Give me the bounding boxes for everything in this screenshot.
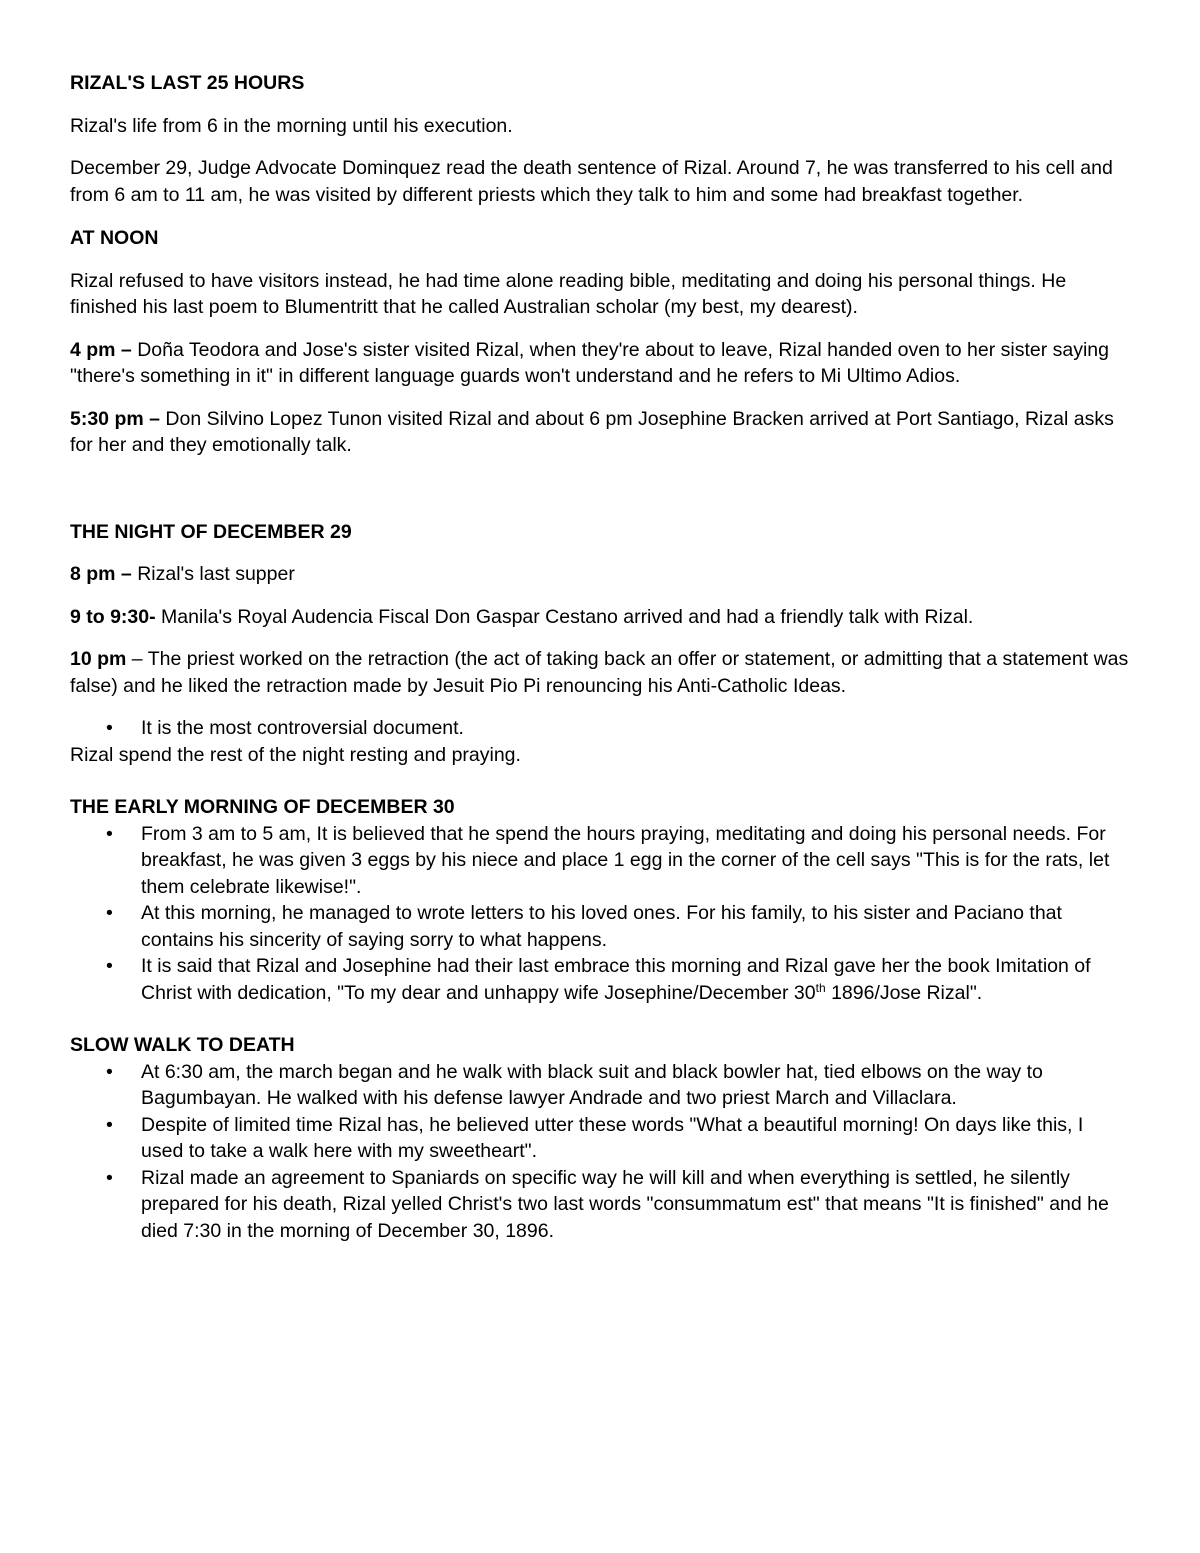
entry-8pm <box>70 561 1130 588</box>
list-item-text: From 3 am to 5 am, It is believed that he spend the hours praying, meditating and doing his personal needs. For breakfast, he was given 3 eggs by his niece and place 1 egg in the corner of the cell says "This is for the rats, let them celebrate likewise!". <box>141 822 1110 898</box>
document-title: RIZAL'S LAST 25 HOURS <box>70 72 305 94</box>
list-item <box>70 715 1130 742</box>
bullet-marker: • <box>106 1113 113 1136</box>
list-item-text: It is said that Rizal and Josephine had their last embrace this morning and Rizal gave her the book Imitation of Christ with dedication, "To my dear and unhappy wife Josephine/December 30 <box>141 955 1091 1004</box>
entry-10pm <box>70 646 1130 699</box>
entry-530pm <box>70 406 1130 459</box>
list-item <box>70 1112 1130 1165</box>
entry-time: 10 pm <box>70 648 127 670</box>
bullet-marker: • <box>106 955 113 977</box>
entry-text: – The priest worked on the retraction (the act of taking back an offer or statement, or admitting that a statement was false) and he liked the retraction made by Jesuit Pio Pi renouncing his Anti-Catholic Ideas. <box>70 648 1129 697</box>
bullet-marker: • <box>106 902 113 924</box>
superscript-th: th <box>815 980 826 995</box>
at-noon-paragraph: Rizal refused to have visitors instead, he had time alone reading bible, meditating and doing his personal things. He finished his last poem to Blumentritt that he called Australian scholar (my best, my dearest). <box>70 269 1067 318</box>
entry-time: 5:30 pm – <box>70 407 160 430</box>
list-item-text: At 6:30 am, the march began and he walk with black suit and black bowler hat, tied elbows on the way to Bagumbayan. He walked with his defense lawyer Andrade and two priest March and Villaclara. <box>141 1060 1043 1109</box>
list-item <box>70 900 1130 953</box>
slow-walk-heading: SLOW WALK TO DEATH <box>70 1034 295 1056</box>
list-item-text: Rizal made an agreement to Spaniards on specific way he will kill and when everything is settled, he silently prepared for his death, Rizal yelled Christ's two last words "consummatum est" that means "It is finished" and he died 7:30 in the morning of December 30, 1896. <box>141 1166 1109 1242</box>
list-item-text: Despite of limited time Rizal has, he believed utter these words "What a beautiful morning! On days like this, I used to take a walk here with my sweetheart". <box>141 1113 1084 1162</box>
slow-walk-list <box>70 1059 1130 1245</box>
at-noon-heading: AT NOON <box>70 227 159 249</box>
bullet-marker: • <box>106 822 113 845</box>
intro-paragraph: Rizal's life from 6 in the morning until his execution. <box>70 114 513 137</box>
entry-9pm <box>70 604 1130 631</box>
list-item <box>70 953 1130 1006</box>
entry-text: Don Silvino Lopez Tunon visited Rizal and about 6 pm Josephine Bracken arrived at Port Santiago, Rizal asks for her and they emotionally talk. <box>70 407 1114 456</box>
early-morning-list <box>70 821 1130 1007</box>
bullet-marker: • <box>106 717 113 739</box>
entry-text: Manila's Royal Audencia Fiscal Don Gaspar Cestano arrived and had a friendly talk with Rizal. <box>155 605 974 628</box>
list-item-text: At this morning, he managed to wrote letters to his loved ones. For his family, to his sister and Paciano that contains his sincerity of saying sorry to what happens. <box>141 902 1062 951</box>
bullet-marker: • <box>106 1166 113 1189</box>
entry-text: Rizal's last supper <box>131 563 295 585</box>
bullet-marker: • <box>106 1060 113 1083</box>
early-morning-heading: THE EARLY MORNING OF DECEMBER 30 <box>70 796 455 818</box>
night-bullet-list <box>70 715 1130 742</box>
document-page <box>70 70 1130 1244</box>
night-heading: THE NIGHT OF DECEMBER 29 <box>70 520 352 543</box>
list-item-text: It is the most controversial document. <box>141 717 464 739</box>
entry-text: Doña Teodora and Jose's sister visited Rizal, when they're about to leave, Rizal handed oven to her sister saying "there's something in it" in different language guards won't understand and he refers to Mi Ultimo Adios. <box>70 338 1109 387</box>
december-29-paragraph: December 29, Judge Advocate Dominquez read the death sentence of Rizal. Around 7, he was transferred to his cell and from 6 am to 11 am, he was visited by different priests which they talk to him and some had breakfast together. <box>70 157 1113 206</box>
list-item <box>70 821 1130 901</box>
night-closing-paragraph: Rizal spend the rest of the night resting and praying. <box>70 743 521 766</box>
entry-time: 4 pm – <box>70 338 132 361</box>
list-item <box>70 1165 1130 1245</box>
entry-time: 9 to 9:30- <box>70 605 156 628</box>
list-item-text-end: 1896/Jose Rizal". <box>825 981 983 1004</box>
entry-4pm <box>70 337 1130 390</box>
entry-time: 8 pm – <box>70 563 132 585</box>
list-item <box>70 1059 1130 1112</box>
